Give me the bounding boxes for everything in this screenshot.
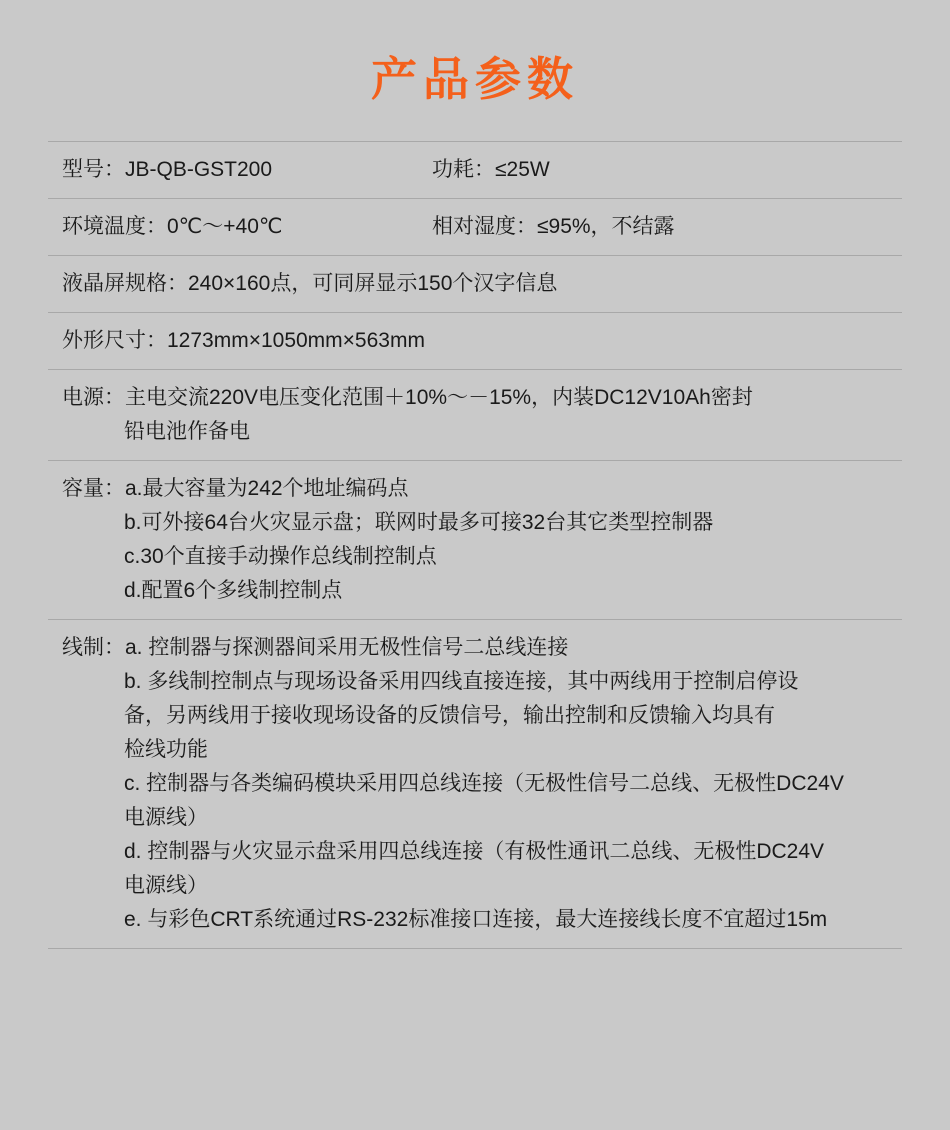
wiring-item-b-line-1: b. 多线制控制点与现场设备采用四线直接连接，其中两线用于控制启停设 — [124, 670, 799, 694]
power-supply-line-1 — [62, 381, 753, 415]
wiring-item-e-line-1: e. 与彩色CRT系统通过RS-232标准接口连接，最大连接线长度不宜超过15m — [124, 908, 828, 932]
wiring-item-b-line-2: 备，另两线用于接收现场设备的反馈信号，输出控制和反馈输入均具有 — [124, 704, 775, 728]
wiring-item-c-line-1: c. 控制器与各类编码模块采用四总线连接（无极性信号二总线、无极性DC24V — [124, 772, 844, 796]
wiring-item-d-line-2: 电源线） — [124, 874, 208, 898]
spec-table — [48, 141, 902, 948]
table-row-capacity — [48, 461, 902, 620]
power-supply-text-1: 主电交流220V电压变化范围＋10%～－15%，内装DC12V10Ah密封 — [125, 386, 753, 410]
model-label: 型号： — [62, 158, 125, 182]
wiring-item-c-line-2: 电源线） — [124, 806, 208, 830]
humidity-cell — [432, 210, 902, 244]
table-row-temperature-humidity — [48, 199, 902, 256]
power-cell — [432, 153, 902, 187]
power-label: 功耗： — [432, 158, 495, 182]
model-value: JB-QB-GST200 — [125, 158, 273, 182]
humidity-label: 相对湿度： — [432, 215, 537, 239]
model-cell — [48, 153, 432, 187]
power-supply-cell — [48, 381, 753, 449]
power-value: ≤25W — [495, 158, 550, 182]
temperature-cell — [48, 210, 432, 244]
wiring-item-d-line-1: d. 控制器与火灾显示盘采用四总线连接（有极性通讯二总线、无极性DC24V — [124, 840, 825, 864]
temperature-label: 环境温度： — [62, 215, 167, 239]
wiring-item-a: a. 控制器与探测器间采用无极性信号二总线连接 — [125, 636, 569, 660]
capacity-line-a — [62, 472, 713, 506]
dimensions-label: 外形尺寸： — [62, 329, 167, 353]
humidity-value: ≤95%，不结露 — [537, 215, 675, 239]
capacity-cell — [48, 472, 713, 608]
power-supply-line-2: 铅电池作备电 — [124, 420, 250, 444]
dimensions-cell — [48, 324, 425, 358]
table-row-lcd-spec — [48, 256, 902, 313]
page-title: 产品参数 — [371, 53, 579, 105]
power-supply-label: 电源： — [62, 386, 125, 410]
capacity-item-b: b.可外接64台火灾显示盘；联网时最多可接32台其它类型控制器 — [124, 511, 714, 535]
lcd-value: 240×160点，可同屏显示150个汉字信息 — [188, 272, 558, 296]
temperature-value: 0℃～+40℃ — [167, 215, 283, 239]
lcd-cell — [48, 267, 557, 301]
table-row-power-supply — [48, 370, 902, 461]
table-row-wiring — [48, 620, 902, 948]
table-row-dimensions — [48, 313, 902, 370]
wiring-line-a — [62, 631, 844, 665]
wiring-label: 线制： — [62, 636, 125, 660]
wiring-item-b-line-3: 检线功能 — [124, 738, 208, 762]
capacity-item-a: a.最大容量为242个地址编码点 — [125, 477, 409, 501]
lcd-label: 液晶屏规格： — [62, 272, 188, 296]
table-bottom-divider — [48, 948, 902, 949]
capacity-label: 容量： — [62, 477, 125, 501]
capacity-item-d: d.配置6个多线制控制点 — [124, 579, 343, 603]
wiring-cell — [48, 631, 844, 937]
table-row-model-power — [48, 141, 902, 199]
dimensions-value: 1273mm×1050mm×563mm — [167, 329, 425, 353]
capacity-item-c: c.30个直接手动操作总线制控制点 — [124, 545, 437, 569]
